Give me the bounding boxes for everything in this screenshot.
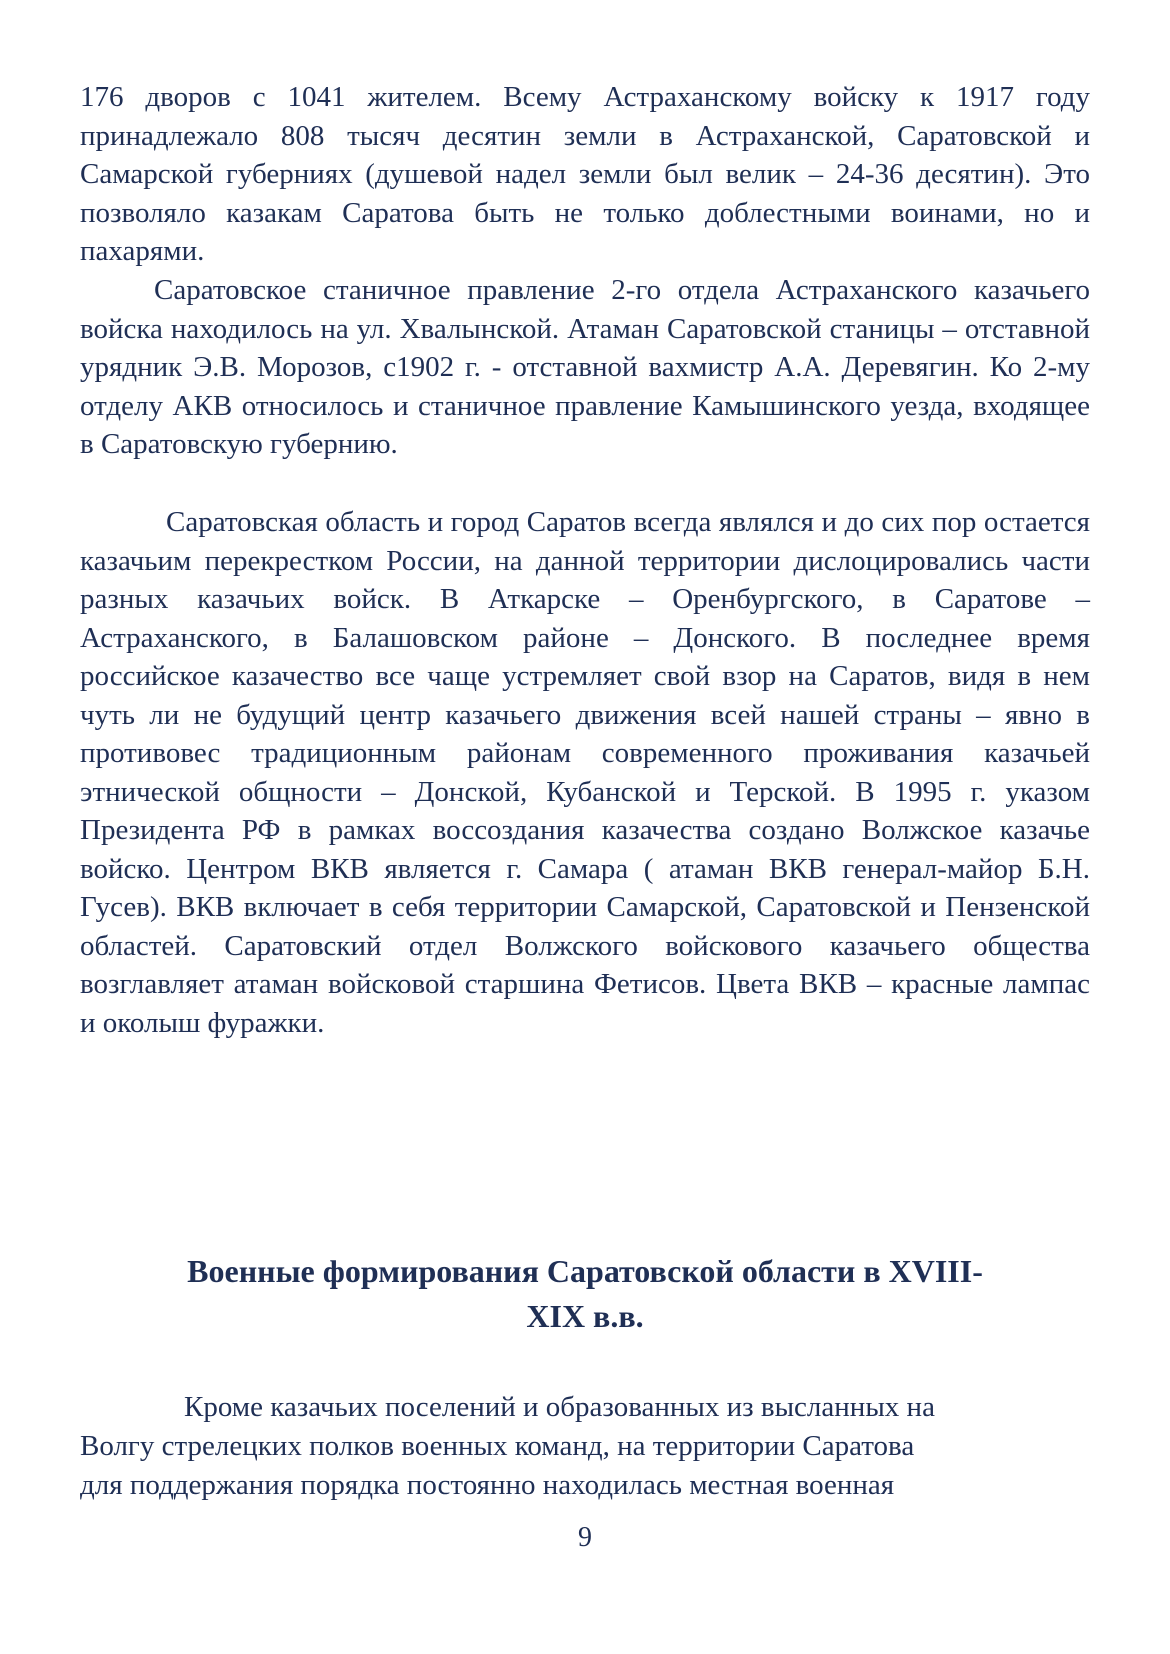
paragraph-4 [80,1388,1060,1505]
paragraph-1: 176 дворов с 1041 жителем. Всему Астраханскому войску к 1917 году принадлежало 808 тысяч десятин земли в Астраханской, Саратовской и Самарской губерниях (душевой надел земли был велик – 24-36 десятин). Это позволяло казакам Саратова быть не только доблестными воинами, но и пахарями. [80,81,1090,267]
section-heading-line-2: XIX в.в. [526,1298,644,1334]
page-number: 9 [578,1522,592,1553]
paragraph-4-line-2: Волгу стрелецких полков военных команд, на территории Саратова [80,1430,915,1462]
paragraph-3: Саратовская область и город Саратов всегда являлся и до сих пор остается казачьим перекрестком России, на данной территории дислоцировались части разных казачьих войск. В Аткарске – Оренбургского, в Саратове – Астраханского, в Балашовском районе – Донского. В последнее время российское казачество все чаще устремляет свой взор на Саратов, видя в нем чуть ли не будущий центр казачьего движения всей нашей страны – явно в противовес традиционным районам современного проживания казачьей этнической общности – Донской, Кубанской и Терской. В 1995 г. указом Президента РФ в рамках воссоздания казачества создано Волжское казачье войско. Центром ВКВ является г. Самара ( атаман ВКВ генерал-майор Б.Н. Гусев). ВКВ включает в себя территории Самарской, Саратовской и Пензенской областей. Саратовский отдел Волжского войскового казачьего общества возглавляет атаман войсковой старшина Фетисов. Цвета ВКВ – красные лампас и околыш фуражки. [80,506,1090,1039]
paragraph-2: Саратовское станичное правление 2-го отдела Астраханского казачьего войска находилось на ул. Хвалынской. Атаман Саратовской станицы – отставной урядник Э.В. Морозов, с1902 г. - отставной вахмистр А.А. Деревягин. Ко 2-му отделу АКВ относилось и станичное правление Камышинского уезда, входящее в Саратовскую губернию. [80,274,1090,460]
paragraph-4-line-1: Кроме казачьих поселений и образованных из высланных на [184,1391,935,1423]
paragraph-4-line-3: для поддержания порядка постоянно находилась местная военная [80,1469,895,1501]
section-heading [80,1249,1090,1339]
section-heading-line-1: Военные формирования Саратовской области в XVIII- [187,1253,983,1289]
